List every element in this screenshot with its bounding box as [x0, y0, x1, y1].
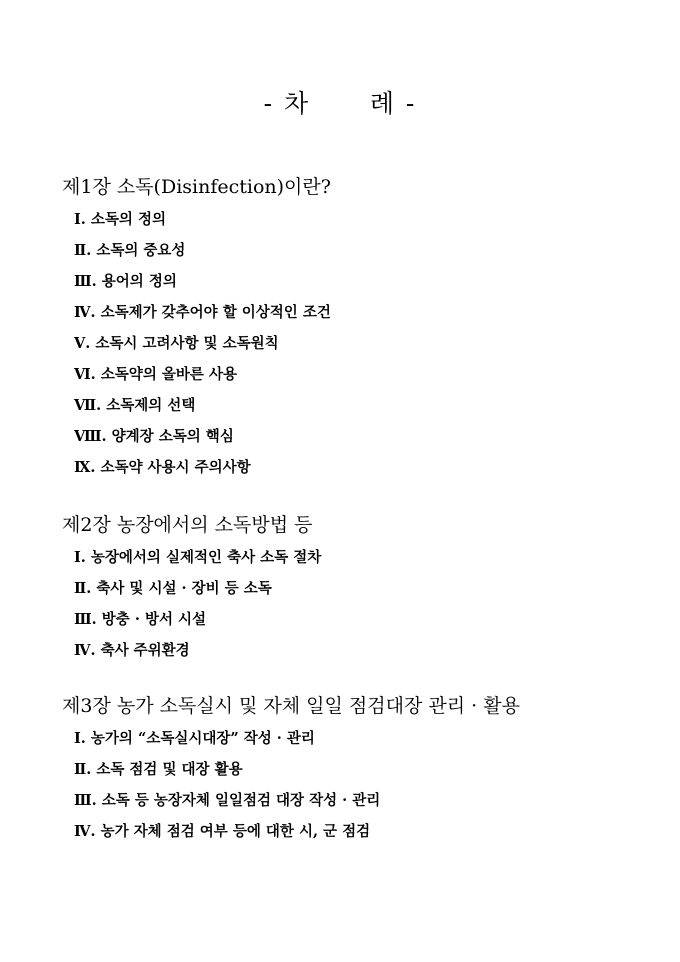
- toc-item-number: Ⅰ.: [74, 730, 86, 747]
- toc-item-text: 축사 및 시설 · 장비 등 소독: [96, 580, 272, 597]
- toc-item-text: 소독의 정의: [90, 211, 166, 228]
- toc-item-number: Ⅵ.: [74, 366, 96, 383]
- toc-item-text: 소독제가 갖추어야 할 이상적인 조건: [100, 304, 331, 321]
- toc-item: [74, 421, 662, 452]
- chapter-heading: 제3장 농가 소독실시 및 자체 일일 점검대장 관리 · 활용: [62, 695, 520, 717]
- chapter-2: [62, 508, 662, 666]
- toc-item: [74, 785, 662, 816]
- toc-item-text: 농장에서의 실제적인 축사 소독 절차: [90, 549, 322, 566]
- toc-item-text: 소독 점검 및 대장 활용: [96, 761, 243, 778]
- toc-item: [74, 542, 662, 573]
- toc-item-text: 소독약의 올바른 사용: [100, 366, 237, 383]
- toc-item: [74, 816, 662, 847]
- toc-item-text: 용어의 정의: [101, 273, 177, 290]
- toc-item-number: Ⅶ.: [74, 397, 102, 414]
- toc-item-number: Ⅴ.: [74, 335, 91, 352]
- toc-item-text: 소독의 중요성: [96, 242, 186, 259]
- toc-item-text: 농가 자체 점검 여부 등에 대한 시, 군 점검: [100, 823, 371, 840]
- toc-item-number: Ⅱ.: [74, 580, 92, 597]
- chapter-heading: 제1장 소독(Disinfection)이란?: [62, 176, 331, 198]
- toc-list: [62, 723, 662, 847]
- toc-item-number: Ⅰ.: [74, 211, 86, 228]
- toc-item: [74, 723, 662, 754]
- toc-item-number: Ⅱ.: [74, 242, 92, 259]
- toc-item: [74, 328, 662, 359]
- toc-item-number: Ⅲ.: [74, 611, 97, 628]
- toc-item: [74, 390, 662, 421]
- toc-item: [74, 635, 662, 666]
- toc-item-number: Ⅸ.: [74, 459, 96, 476]
- toc-item: [74, 573, 662, 604]
- toc-item-text: 축사 주위환경: [100, 642, 190, 659]
- toc-item: [74, 452, 662, 483]
- toc-list: [62, 542, 662, 666]
- toc-list: [62, 204, 662, 483]
- page-title: - 차 례 -: [263, 89, 417, 118]
- toc-item-number: Ⅳ.: [74, 823, 96, 840]
- toc-item: [74, 235, 662, 266]
- toc-item: [74, 754, 662, 785]
- toc-item-number: Ⅷ.: [74, 428, 107, 445]
- toc-item-number: Ⅱ.: [74, 761, 92, 778]
- toc-item: [74, 604, 662, 635]
- toc-item-text: 소독시 고려사항 및 소독원칙: [95, 335, 279, 352]
- toc-item-text: 양계장 소독의 핵심: [111, 428, 234, 445]
- toc-item-text: 소독 등 농장자체 일일점검 대장 작성 · 관리: [101, 792, 381, 809]
- toc-item-text: 소독약 사용시 주의사항: [100, 459, 251, 476]
- toc-item-text: 농가의 “소독실시대장” 작성 · 관리: [90, 730, 315, 747]
- toc-item: [74, 266, 662, 297]
- toc-item-number: Ⅰ.: [74, 549, 86, 566]
- toc-item-number: Ⅳ.: [74, 304, 96, 321]
- chapter-1: [62, 170, 662, 483]
- toc-item-number: Ⅲ.: [74, 792, 97, 809]
- chapter-3: [62, 689, 662, 847]
- chapter-heading: 제2장 농장에서의 소독방법 등: [62, 514, 313, 536]
- toc-item-text: 소독제의 선택: [106, 397, 196, 414]
- toc-item: [74, 297, 662, 328]
- toc-item-text: 방충 · 방서 시설: [101, 611, 207, 628]
- toc-item-number: Ⅳ.: [74, 642, 96, 659]
- toc-item-number: Ⅲ.: [74, 273, 97, 290]
- toc-item: [74, 359, 662, 390]
- toc-item: [74, 204, 662, 235]
